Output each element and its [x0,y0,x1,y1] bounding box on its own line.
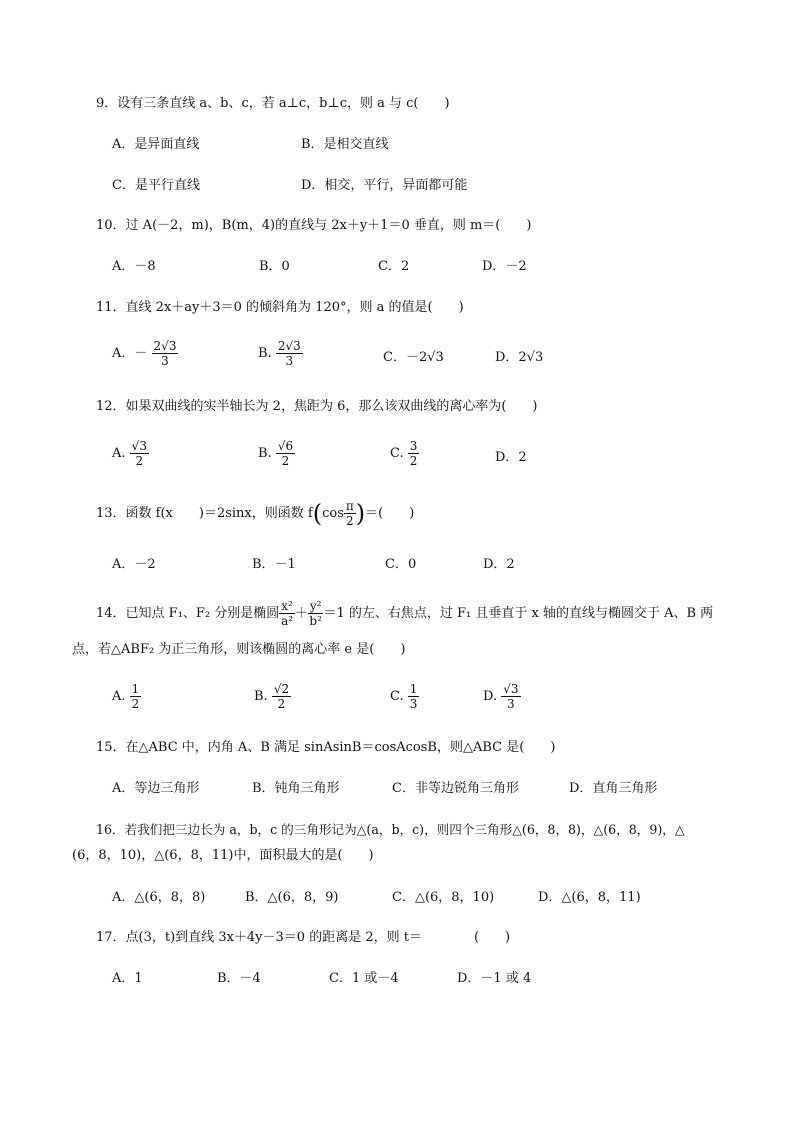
option-label: B. [258,446,272,461]
question-14-stem-line1 [96,600,713,627]
question-14-option-c [390,683,419,710]
question-11-option-c: C．－2√3 [383,350,444,365]
numerator: 2√3 [277,339,301,353]
question-15-option-b: B．钝角三角形 [252,781,340,796]
denominator: 3 [409,697,418,711]
denominator: 2 [135,454,144,468]
question-10-option-d: D．－2 [482,259,527,274]
cos-label: cos [322,506,344,521]
denominator: 2 [131,697,140,711]
denominator: 2 [277,697,286,711]
question-16-option-b: B．△(6，8，9) [245,890,339,905]
question-15-stem: 15．在△ABC 中，内角 A、B 满足 sinAsinB＝cosAcosB，则△ABC 是( ) [96,740,556,755]
numerator: π [345,499,354,513]
question-12-option-a [112,440,149,467]
option-label: A. [112,689,126,704]
fraction [130,440,149,467]
question-17-option-c: C．1 或－4 [329,971,399,986]
question-11-option-b [258,340,303,367]
question-9-option-b: B．是相交直线 [301,137,389,152]
question-14-option-d [483,683,521,710]
stem-text-end: ＝( ) [365,506,415,521]
question-16-option-a: A．△(6，8，8) [112,890,206,905]
question-16-stem-line1: 16．若我们把三边长为 a，b，c 的三角形记为△(a，b，c)，则四个三角形△(6，8，8)，△(6，8，9)，△ [96,822,685,837]
fraction [152,340,179,367]
question-15-option-a: A．等边三角形 [112,781,200,796]
plus-sign: ＋ [294,606,308,621]
question-12-stem: 12．如果双曲线的实半轴长为 2，焦距为 6，那么该双曲线的离心率为( ) [96,399,538,414]
question-9-option-a: A．是异面直线 [112,137,200,152]
question-16-option-d: D．△(6，8，11) [538,890,641,905]
question-9-stem: 9．设有三条直线 a、b、c，若 a⊥c，b⊥c，则 a 与 c( ) [96,96,450,111]
stem-text-end: ＝1 的左、右焦点，过 F₁ 且垂直于 x 轴的直线与椭圆交于 A、B 两 [323,606,714,621]
option-label: A. [112,446,126,461]
numerator: 1 [131,682,140,696]
numerator: √6 [277,439,294,453]
question-12-option-c [390,440,419,467]
numerator: 3 [409,439,418,453]
question-11-option-d: D．2√3 [495,350,544,365]
question-16-stem-line2: (6，8，10)，△(6，8，11)中，面积最大的是( ) [72,848,374,863]
question-10-option-b: B．0 [259,259,290,274]
question-11-option-a [112,340,178,367]
option-label: C. [390,689,404,704]
denominator: 3 [285,354,294,368]
option-label: B. [258,346,272,361]
fraction [130,683,142,710]
stem-text: 14．已知点 F₁、F₂ 分别是椭圆 [96,606,280,621]
option-label: D. [483,689,498,704]
numerator: 2√3 [153,339,177,353]
question-13-option-a: A．－2 [112,557,156,572]
denominator: 2 [346,514,354,528]
question-17-option-a: A．1 [112,971,143,986]
question-10-stem: 10．过 A(－2，m)，B(m，4)的直线与 2x＋y＋1＝0 垂直，则 m＝( ) [96,218,532,233]
numerator: √3 [503,682,519,696]
question-12-option-b [258,440,295,467]
numerator: √3 [131,439,147,453]
question-17-option-d: D．－1 或 4 [457,971,532,986]
question-10-option-a: A．－8 [112,259,156,274]
denominator: b² [309,614,322,628]
fraction [276,440,295,467]
fraction [272,683,291,710]
denominator: 2 [409,454,418,468]
question-14-option-a [112,683,141,710]
question-13-option-b: B．－1 [252,557,296,572]
fraction-x [279,600,295,627]
question-9-option-c: C．是平行直线 [112,178,200,193]
question-17-stem: 17．点(3，t)到直线 3x＋4y－3＝0 的距离是 2，则 t＝ ( ) [96,930,511,945]
question-13-stem [96,500,414,527]
stem-text: 13．函数 f(x )＝2sinx，则函数 f [96,506,313,521]
numerator: x² [281,599,293,613]
question-10-option-c: C．2 [378,259,410,274]
question-13-option-c: C．0 [385,557,417,572]
right-paren: ) [355,499,366,528]
option-label: A．－ [112,346,148,361]
fraction [408,440,420,467]
question-13-option-d: D．2 [483,557,515,572]
question-9-option-d: D．相交，平行，异面都可能 [301,178,468,193]
question-14-option-b [254,683,291,710]
option-label: B. [254,689,268,704]
question-11-stem: 11．直线 2x＋ay＋3＝0 的倾斜角为 120°，则 a 的值是( ) [96,300,464,315]
option-label: C. [390,446,404,461]
question-14-stem-line2: 点，若△ABF₂ 为正三角形，则该椭圆的离心率 e 是( ) [72,642,406,657]
fraction-y [308,600,324,627]
numerator: 1 [409,682,418,696]
left-paren: ( [312,499,323,528]
question-16-option-c: C．△(6，8，10) [392,890,495,905]
fraction [408,683,420,710]
question-12-option-d: D．2 [495,450,527,465]
fraction [501,683,520,710]
denominator: 2 [281,454,290,468]
question-15-option-c: C．非等边锐角三角形 [392,781,519,796]
numerator: y² [309,599,322,613]
question-17-option-b: B．－4 [217,971,261,986]
numerator: √2 [273,682,290,696]
denominator: 3 [507,697,515,711]
question-15-option-d: D．直角三角形 [569,781,658,796]
denominator: a² [281,614,294,628]
denominator: 3 [161,354,169,368]
fraction [344,500,356,527]
fraction [276,340,303,367]
